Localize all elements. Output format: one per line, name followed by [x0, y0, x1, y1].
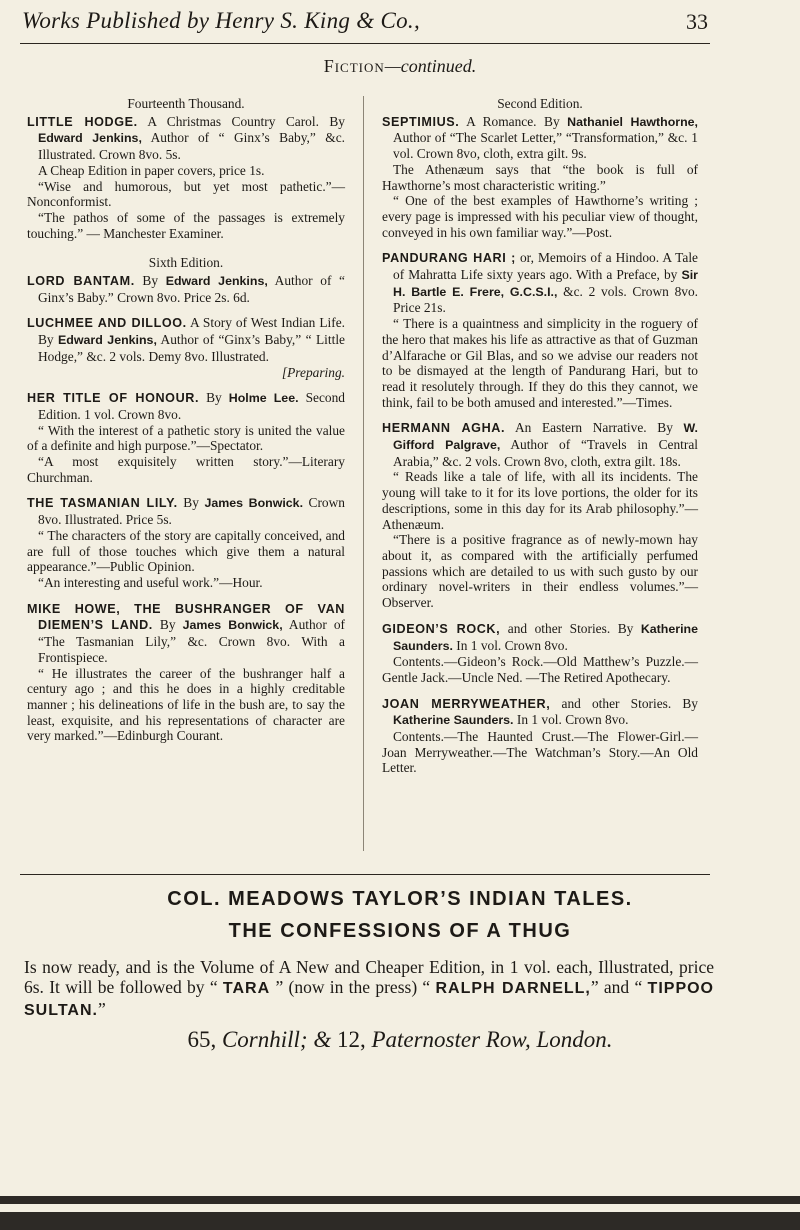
advert-heading: COL. MEADOWS TAYLOR’S INDIAN TALES.	[167, 888, 633, 910]
book-entry	[27, 315, 345, 380]
entry-description	[27, 390, 345, 422]
review-quote: “The pathos of some of the passages is extremely touching.” — Manchester Examiner.	[27, 209, 345, 241]
bottom-band	[0, 1196, 800, 1204]
review-quote: A Cheap Edition in paper covers, price 1s.	[38, 162, 265, 178]
entry-details: In 1 vol. Crown 8vo.	[513, 712, 629, 728]
entry-description	[382, 696, 698, 729]
advert-body	[24, 957, 714, 1021]
entry-gap	[382, 240, 698, 250]
entry-gap	[27, 305, 345, 315]
book-entry	[382, 696, 698, 777]
entry-description	[382, 420, 698, 469]
book-entry	[382, 621, 698, 686]
publisher-address	[0, 1027, 800, 1053]
column-divider	[363, 96, 364, 851]
advert-text-c: ” and “	[590, 977, 648, 997]
review-quote: “Wise and humorous, but yet most pathetic.”—Nonconformist.	[27, 178, 345, 210]
book-title: MIKE HOWE, THE BUSHRANGER OF VAN DIEMEN’S LAND.	[27, 601, 345, 633]
advert-text-b: ” (now in the press) “	[270, 977, 436, 997]
address-city: London.	[530, 1027, 613, 1052]
entry-details: Author of “The Tasmanian Lily,” &c. Crown 8vo. With a Frontispiece.	[38, 617, 345, 665]
book-title: HER TITLE OF HONOUR.	[27, 391, 200, 406]
section-label: Fiction	[323, 56, 385, 76]
address-number-1: 65,	[187, 1027, 217, 1052]
book-title: PANDURANG HARI ;	[382, 251, 516, 266]
review-quote: Contents.—Gideon’s Rock.—Old Matthew’s Puzzle.—Gentle Jack.—Uncle Ned. —The Retired Apothecary.	[382, 654, 698, 685]
entry-details: Author of “Ginx’s Baby,” “ Little Hodge,” &c. 2 vols. Demy 8vo. Illustrated.	[38, 332, 345, 364]
entry-gap	[27, 380, 345, 390]
review-quote: Contents.—The Haunted Crust.—The Flower-Girl.—Joan Merryweather.—The Watchman’s Story.—An Old Letter.	[382, 729, 698, 776]
review-quote: “ The characters of the story are capitally conceived, and are full of those touches which give them a natural appearance.”—Public Opinion.	[27, 527, 345, 575]
entry-description	[382, 114, 698, 162]
advert-subheading: THE CONFESSIONS OF A THUG	[228, 920, 572, 942]
section-continued: —continued.	[384, 56, 477, 76]
book-author: Edward Jenkins,	[38, 131, 142, 146]
entry-gap	[382, 410, 698, 420]
book-entry	[27, 273, 345, 305]
review-quote: “ One of the best examples of Hawthorne’s writing ; every page is impressed with his peculiar view of thought, conveyed in his own familiar way.”—Post.	[382, 193, 698, 240]
book-title: LUCHMEE AND DILLOO.	[27, 316, 187, 331]
entry-description	[27, 315, 345, 380]
entry-details: Author of “Travels in Central Arabia,” &c. 2 vols. Crown 8vo, cloth, extra gilt. 18s.	[393, 437, 698, 469]
book-entry	[27, 601, 345, 744]
entry-description	[27, 495, 345, 527]
advert-title-tippoo: TIPPOO SULTAN.	[24, 980, 714, 1019]
book-author: Nathaniel Hawthorne,	[567, 114, 698, 129]
entry-details: Author of “ Ginx’s Baby,” &c. Illustrated. Crown 8vo. 5s.	[38, 130, 345, 163]
book-title: SEPTIMIUS.	[382, 114, 460, 129]
advert-title-tara: TARA	[222, 980, 271, 997]
entry-details: Second Edition. 1 vol. Crown 8vo.	[38, 390, 345, 422]
left-column	[27, 92, 345, 754]
book-author: James Bonwick.	[204, 496, 304, 511]
entry-details: Crown 8vo. Illustrated. Price 5s.	[38, 495, 345, 528]
entry-text: or, Memoirs of a Hindoo. A Tale of Mahratta Life sixty years ago. With a Preface, by	[393, 250, 698, 283]
advert-title-ralph: RALPH DARNELL,	[435, 980, 591, 997]
book-entry	[27, 114, 345, 242]
book-author: James Bonwick,	[182, 618, 283, 633]
entry-text: By	[199, 390, 229, 406]
book-author: Katherine Saunders.	[393, 621, 698, 653]
advert-text-d: ”	[97, 999, 106, 1019]
entry-description	[382, 250, 698, 316]
book-author: W. Gifford Palgrave,	[393, 421, 698, 453]
book-author: Edward Jenkins,	[165, 274, 268, 289]
book-author: Katherine Saunders.	[393, 713, 514, 728]
review-quote: “There is a positive fragrance as of newly-mown hay about it, as compared with the artificially perfumed passions which are detailed to us with such gusto by our ordinary novel-writers in their endless volumes.”—Observer.	[382, 532, 698, 611]
entry-text: An Eastern Narrative. By	[505, 420, 684, 436]
address-street-1: Cornhill;	[216, 1027, 308, 1052]
book-title: LITTLE HODGE.	[27, 114, 138, 129]
entry-text: and other Stories. By	[500, 620, 641, 636]
book-entry	[382, 250, 698, 410]
advert-rule	[20, 874, 710, 875]
entry-description	[382, 621, 698, 654]
review-quote: “ Reads like a tale of life, with all its incidents. The young will take to it for its love portions, the older for its descriptions, some in this day for its Arab philosophy.”—Athenæum.	[382, 469, 698, 532]
running-header: Works Published by Henry S. King & Co.,	[22, 8, 420, 33]
entry-description	[27, 114, 345, 163]
edition-note: Second Edition.	[497, 96, 583, 111]
book-title: JOAN MERRYWEATHER,	[382, 696, 551, 711]
edition-note: Fourteenth Thousand.	[127, 96, 245, 111]
entry-gap	[27, 591, 345, 601]
book-author: Holme Lee.	[228, 391, 299, 406]
book-title: HERMANN AGHA.	[382, 421, 506, 436]
entry-text: A Christmas Country Carol. By	[137, 113, 345, 129]
entry-text: A Story of West Indian Life. By	[38, 315, 345, 348]
entry-description	[27, 273, 345, 305]
section-heading	[0, 56, 800, 77]
review-quote: “A most exquisitely written story.”—Literary Churchman.	[27, 454, 345, 485]
book-entry	[382, 420, 698, 610]
review-quote: “ With the interest of a pathetic story is united the value of a definite and high purpose.”—Spectator.	[27, 422, 345, 454]
book-author: Sir H. Bartle E. Frere, G.C.S.I.,	[393, 268, 698, 299]
entry-text: By	[152, 617, 183, 633]
review-quote: The Athenæum says that “the book is full of Hawthorne’s most characteristic writing.”	[382, 161, 698, 193]
entry-text: A Romance. By	[459, 113, 568, 129]
book-title: GIDEON’S ROCK,	[382, 621, 501, 636]
header-rule	[20, 43, 710, 44]
book-entry	[27, 495, 345, 590]
right-column	[382, 92, 698, 786]
entry-description	[27, 601, 345, 666]
entry-gap	[382, 776, 698, 786]
entry-text: By	[177, 495, 205, 511]
entry-gap	[27, 485, 345, 495]
review-quote: “ There is a quaintness and simplicity in the roguery of the hero that makes his life as attractive as that of Guzman d’Alfarache or Gil Blas, and so we advise our readers not to be dismayed at the length of Pandurang Hari, but to read it resolutely through. If they do this they cannot, we think, fail to be both amused and interested.”—Times.	[382, 316, 698, 410]
advert-text-a: Is now ready, and is the Volume of A New and Cheaper Edition, in 1 vol. each, Illustrated, price 6s. It will be followed by “	[24, 957, 714, 997]
address-street-2: Paternoster Row,	[365, 1027, 531, 1052]
book-title: LORD BANTAM.	[27, 274, 135, 289]
entry-details: Author of “The Scarlet Letter,” “Transformation,” &c. 1 vol. Crown 8vo, cloth, extra gilt. 9s.	[393, 130, 698, 162]
book-title: THE TASMANIAN LILY.	[27, 496, 178, 511]
entry-gap	[27, 744, 345, 754]
entry-gap	[27, 241, 345, 251]
entry-gap	[382, 686, 698, 696]
address-number-2: 12,	[336, 1027, 366, 1052]
edition-note: Sixth Edition.	[148, 255, 224, 271]
entry-text: and other Stories. By	[550, 695, 698, 711]
book-entry	[27, 390, 345, 485]
entry-text: By	[134, 273, 166, 289]
bottom-band	[0, 1212, 800, 1230]
entry-details: Author of “ Ginx’s Baby.” Crown 8vo. Price 2s. 6d.	[38, 273, 345, 305]
status-note: [Preparing.	[281, 364, 345, 380]
page-number: 33	[686, 9, 708, 34]
entry-details: In 1 vol. Crown 8vo.	[452, 637, 568, 653]
address-ampersand: &	[307, 1027, 337, 1052]
entry-details: &c. 2 vols. Crown 8vo. Price 21s.	[393, 283, 698, 316]
entry-gap	[382, 611, 698, 621]
book-author: Edward Jenkins,	[58, 333, 157, 348]
book-entry	[382, 114, 698, 241]
review-quote: “An interesting and useful work.”—Hour.	[38, 574, 263, 590]
review-quote: “ He illustrates the career of the bushranger half a century ago ; and this he does in a highly creditable manner ; his delineations of life in the bush are, to say the least, exquisite, and his representations of character are very marked.”—Edinburgh Courant.	[27, 665, 345, 744]
